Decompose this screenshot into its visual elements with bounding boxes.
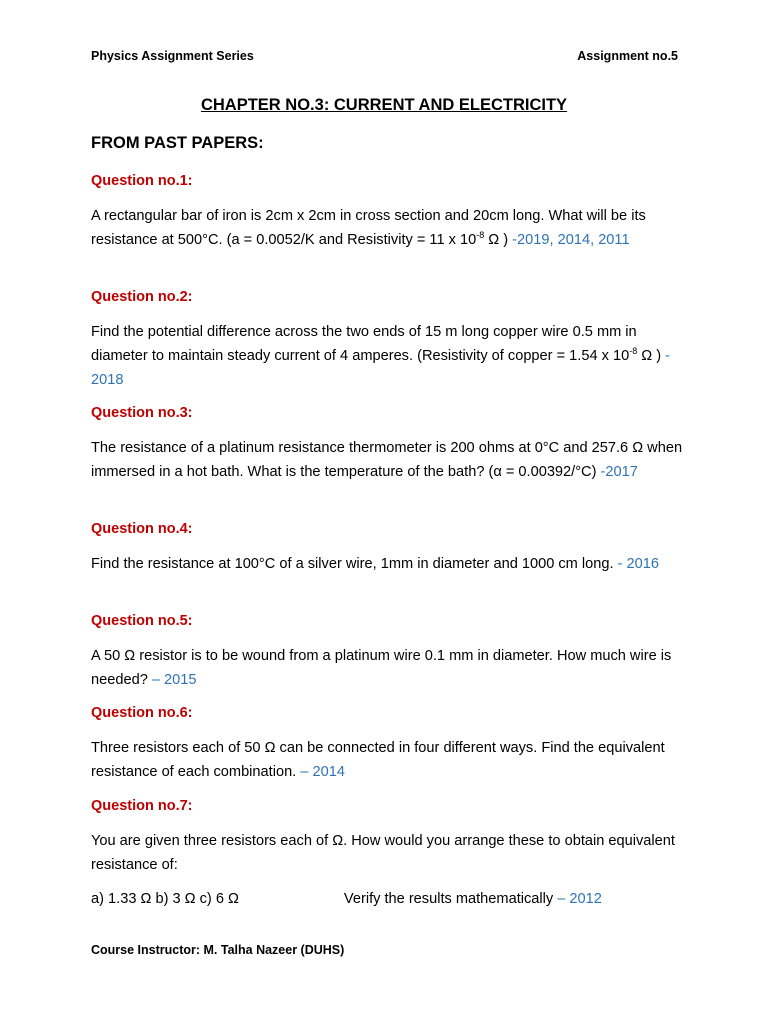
question-year: – 2015: [147, 672, 197, 688]
question-year: - 2018: [91, 348, 671, 388]
question-text: [91, 552, 691, 576]
question-text: [91, 644, 691, 692]
question-text-part: Three resistors each of 50 Ω can be connected in four different ways. Find the equivalent resistance of each combination.: [91, 740, 665, 780]
question-1: [91, 171, 691, 252]
question-text-part: Find the potential difference across the two ends of 15 m long copper wire 0.5 mm in diameter to maintain steady current of 4 amperes. (Resistivity of copper = 1.54 x 10: [91, 324, 637, 364]
question-text: [91, 320, 691, 392]
question-text-part: Ω ): [637, 348, 662, 364]
question-text: [91, 829, 691, 877]
header-series-title: Physics Assignment Series: [91, 49, 254, 63]
question-text-part: A rectangular bar of iron is 2cm x 2cm in cross section and 20cm long. What will be its resistance at 500°C. (a = 0.0052/K and Resistivity = 11 x 10: [91, 208, 646, 248]
question-options-line: [91, 887, 691, 911]
question-year: – 2012: [553, 891, 602, 907]
question-label: Question no.3:: [91, 405, 193, 421]
question-5: [91, 611, 691, 692]
question-year: - 2016: [613, 556, 659, 572]
question-text: [91, 436, 691, 484]
question-3: [91, 403, 691, 484]
chapter-title: CHAPTER NO.3: CURRENT AND ELECTRICITY: [200, 96, 568, 114]
verify-text: Verify the results mathematically: [343, 891, 554, 907]
superscript: -8: [476, 230, 485, 241]
question-2: [91, 287, 691, 392]
superscript: -8: [629, 346, 638, 357]
question-text-part: You are given three resistors each of Ω. How would you arrange these to obtain equivalent resistance of:: [91, 833, 675, 873]
question-label: Question no.5:: [91, 613, 193, 629]
question-label: Question no.6:: [91, 705, 193, 721]
question-7: [91, 796, 691, 911]
question-year: – 2014: [296, 764, 345, 780]
question-label: Question no.2:: [91, 289, 193, 305]
question-options: a) 1.33 Ω b) 3 Ω c) 6 Ω: [91, 891, 239, 907]
question-text-part: A 50 Ω resistor is to be wound from a platinum wire 0.1 mm in diameter. How much wire is needed?: [91, 648, 672, 688]
header-assignment-number: Assignment no.5: [577, 49, 678, 63]
question-year: -2019, 2014, 2011: [508, 232, 630, 248]
question-text: [91, 204, 691, 252]
section-title: FROM PAST PAPERS:: [91, 134, 264, 152]
question-label: Question no.7:: [91, 798, 193, 814]
question-4: [91, 519, 691, 576]
course-instructor: Course Instructor: M. Talha Nazeer (DUHS): [91, 943, 345, 957]
question-text: [91, 736, 691, 784]
question-text-part: Ω ): [484, 232, 509, 248]
question-6: [91, 703, 691, 784]
question-text-part: The resistance of a platinum resistance thermometer is 200 ohms at 0°C and 257.6 Ω when immersed in a hot bath. What is the temperature of the bath? (α = 0.00392/°C): [91, 440, 683, 480]
question-year: -2017: [596, 464, 638, 480]
question-label: Question no.4:: [91, 521, 193, 537]
question-text-part: Find the resistance at 100°C of a silver wire, 1mm in diameter and 1000 cm long.: [91, 556, 614, 572]
question-label: Question no.1:: [91, 173, 193, 189]
